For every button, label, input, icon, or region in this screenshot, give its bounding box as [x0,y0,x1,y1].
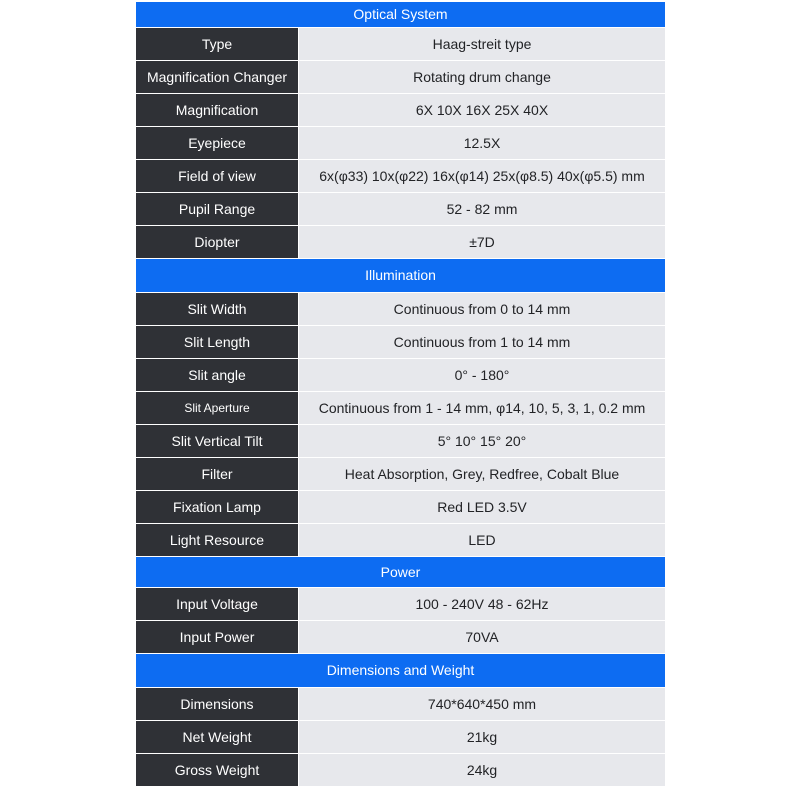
table-row [136,458,665,491]
row-value: 740*640*450 mm [298,688,665,720]
row-label: Input Voltage [136,588,298,620]
row-label: Input Power [136,621,298,653]
row-value: 5° 10° 15° 20° [298,425,665,457]
row-label: Gross Weight [136,754,298,786]
row-value: Continuous from 1 to 14 mm [298,326,665,358]
table-row [136,688,665,721]
row-label: Slit Vertical Tilt [136,425,298,457]
table-row [136,721,665,754]
row-label: Slit angle [136,359,298,391]
row-label: Dimensions [136,688,298,720]
row-label: Light Resource [136,524,298,556]
row-value: 12.5X [298,127,665,159]
row-value: 0° - 180° [298,359,665,391]
row-label: Type [136,28,298,60]
row-label: Diopter [136,226,298,258]
section-header-optical-system: Optical System [136,2,665,28]
row-value: Heat Absorption, Grey, Redfree, Cobalt Blue [298,458,665,490]
table-row [136,160,665,193]
row-value: 21kg [298,721,665,753]
row-value: Continuous from 1 - 14 mm, φ14, 10, 5, 3, 1, 0.2 mm [298,392,665,424]
row-label: Field of view [136,160,298,192]
row-value: 52 - 82 mm [298,193,665,225]
row-value: 100 - 240V 48 - 62Hz [298,588,665,620]
table-row [136,621,665,654]
row-label: Fixation Lamp [136,491,298,523]
table-row [136,392,665,425]
row-value: Continuous from 0 to 14 mm [298,293,665,325]
row-label: Net Weight [136,721,298,753]
row-value: 6X 10X 16X 25X 40X [298,94,665,126]
row-value: 24kg [298,754,665,786]
row-label: Slit Width [136,293,298,325]
row-label: Filter [136,458,298,490]
table-row [136,491,665,524]
row-value: Haag-streit type [298,28,665,60]
row-label: Eyepiece [136,127,298,159]
table-row [136,61,665,94]
table-row [136,326,665,359]
section-header-power: Power [136,557,665,588]
table-row [136,127,665,160]
section-header-dimensions-weight: Dimensions and Weight [136,654,665,688]
row-value: LED [298,524,665,556]
table-row [136,226,665,259]
section-header-illumination: Illumination [136,259,665,293]
table-row [136,754,665,787]
row-value: 6x(φ33) 10x(φ22) 16x(φ14) 25x(φ8.5) 40x(φ5.5) mm [298,160,665,192]
row-label: Magnification [136,94,298,126]
table-row [136,94,665,127]
row-value: Rotating drum change [298,61,665,93]
table-row [136,588,665,621]
row-label: Magnification Changer [136,61,298,93]
table-row [136,293,665,326]
table-row [136,193,665,226]
table-row [136,28,665,61]
table-row [136,359,665,392]
row-value: 70VA [298,621,665,653]
table-row [136,425,665,458]
row-label: Pupil Range [136,193,298,225]
spec-table [136,2,665,787]
row-value: Red LED 3.5V [298,491,665,523]
row-label: Slit Length [136,326,298,358]
row-value: ±7D [298,226,665,258]
row-label: Slit Aperture [136,392,298,424]
table-row [136,524,665,557]
